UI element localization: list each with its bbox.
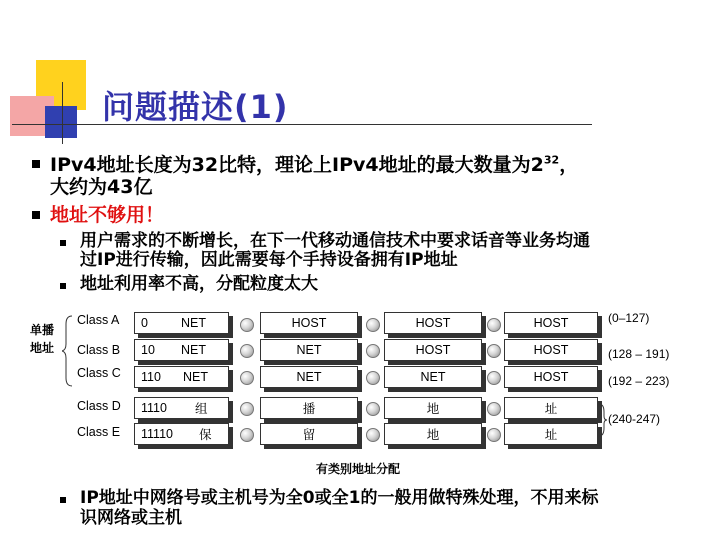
field-label: NET	[296, 343, 322, 357]
range-label: (0–127)	[608, 311, 650, 325]
sub-bullet-utilization: 地址利用率不高，分配粒度太大	[80, 274, 318, 294]
octet-separator-dot	[366, 344, 380, 358]
field-label: 地	[426, 428, 440, 442]
sub-bullet-marker	[60, 283, 66, 289]
octet-separator-dot	[366, 371, 380, 385]
network-cell	[134, 312, 229, 334]
decor-horizontal-line	[12, 124, 592, 125]
prefix-bits: 11110	[141, 427, 173, 441]
octet-cell	[384, 366, 482, 388]
octet-cell	[260, 423, 358, 445]
bullet-ipv4-length	[50, 154, 578, 176]
prefix-bits: 110	[141, 370, 161, 384]
bullet-ipv4-length-text: IPv4地址长度为32比特，理论上IPv4地址的最大数量为2	[50, 154, 544, 176]
unicast-label-line1: 单播	[30, 323, 55, 337]
field-label: 留	[302, 428, 316, 442]
octet-cell	[260, 339, 358, 361]
field-label: 保	[199, 428, 212, 442]
octet-cell	[504, 312, 598, 334]
bullet-ipv4-count: 大约为43亿	[50, 176, 153, 198]
bullet-special-addresses-cont: 识网络或主机	[80, 508, 182, 528]
class-label: Class E	[77, 425, 121, 439]
octet-separator-dot	[487, 428, 501, 442]
octet-cell	[504, 423, 598, 445]
class-label: Class D	[77, 399, 121, 413]
octet-cell	[384, 423, 482, 445]
octet-separator-dot	[366, 428, 380, 442]
octet-cell	[260, 312, 358, 334]
sub-bullet-demand-cont: 过IP进行传输，因此需要每个手持设备拥有IP地址	[80, 250, 458, 270]
network-cell	[134, 397, 229, 419]
network-cell	[134, 366, 229, 388]
field-label: NET	[183, 370, 208, 384]
brace	[62, 314, 74, 388]
field-label: NET	[181, 316, 206, 330]
range-label: (192 – 223)	[608, 374, 670, 388]
field-label: 址	[544, 402, 558, 416]
field-label: HOST	[415, 343, 451, 357]
octet-separator-dot	[366, 318, 380, 332]
octet-cell	[384, 339, 482, 361]
field-label: HOST	[415, 316, 451, 330]
prefix-bits: 10	[141, 343, 155, 357]
unicast-label-line2: 地址	[30, 341, 55, 355]
prefix-bits: 0	[141, 316, 148, 330]
octet-separator-dot	[487, 371, 501, 385]
bullet-not-enough: 地址不够用！	[50, 204, 165, 226]
bullet-ipv4-length-comma: ，	[559, 154, 579, 176]
network-cell	[134, 423, 229, 445]
bullet-marker	[60, 497, 66, 503]
class-label: Class A	[77, 313, 120, 327]
exponent: 32	[543, 153, 560, 167]
bullet-special-addresses: IP地址中网络号或主机号为全0或全1的一般用做特殊处理，不用来标	[80, 488, 599, 508]
field-label: HOST	[533, 316, 569, 330]
octet-cell	[260, 366, 358, 388]
sub-bullet-marker	[60, 240, 66, 246]
octet-separator-dot	[487, 402, 501, 416]
field-label: 址	[544, 428, 558, 442]
field-label: HOST	[291, 316, 327, 330]
prefix-bits: 1110	[141, 401, 167, 415]
table-caption: 有类别地址分配	[316, 462, 401, 476]
class-label: Class C	[77, 366, 121, 380]
field-label: NET	[296, 370, 322, 384]
bullet-marker	[32, 211, 40, 219]
range-bracket	[598, 402, 608, 438]
octet-separator-dot	[366, 402, 380, 416]
octet-cell	[504, 339, 598, 361]
octet-separator-dot	[487, 344, 501, 358]
range-label: (128 – 191)	[608, 347, 670, 361]
unicast-label	[30, 321, 54, 357]
bullet-marker	[32, 160, 40, 168]
sub-bullet-demand: 用户需求的不断增长，在下一代移动通信技术中要求话音等业务均通	[80, 231, 590, 251]
octet-separator-dot	[240, 371, 254, 385]
octet-separator-dot	[240, 344, 254, 358]
octet-separator-dot	[487, 318, 501, 332]
octet-separator-dot	[240, 402, 254, 416]
field-label: 组	[195, 402, 208, 416]
field-label: NET	[181, 343, 206, 357]
field-label: NET	[420, 370, 446, 384]
octet-cell	[260, 397, 358, 419]
field-label: HOST	[533, 370, 569, 384]
class-label: Class B	[77, 343, 121, 357]
octet-cell	[384, 312, 482, 334]
decor-blue-block	[45, 106, 77, 138]
field-label: HOST	[533, 343, 569, 357]
slide-title: 问题描述(1)	[102, 88, 289, 126]
network-cell	[134, 339, 229, 361]
octet-separator-dot	[240, 318, 254, 332]
octet-separator-dot	[240, 428, 254, 442]
octet-cell	[384, 397, 482, 419]
field-label: 地	[426, 402, 440, 416]
octet-cell	[504, 397, 598, 419]
decor-vertical-line	[62, 82, 63, 144]
field-label: 播	[302, 402, 316, 416]
range-label: (240-247)	[608, 412, 661, 426]
octet-cell	[504, 366, 598, 388]
